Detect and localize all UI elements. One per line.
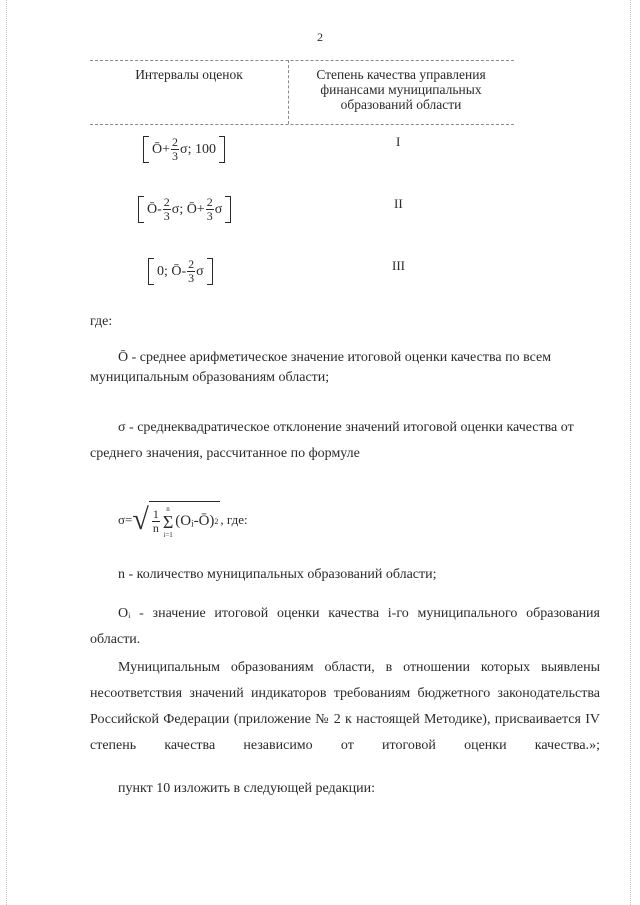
formula-term: 0; Ō-: [157, 263, 187, 279]
fraction-denominator: 3: [163, 209, 170, 223]
fraction: [206, 196, 214, 223]
square-root: [132, 501, 220, 539]
fraction: [187, 258, 195, 285]
definition-sigma: σ - среднеквадратическое отклонение значений итоговой оценки качества от среднего значения, рассчитанное по формуле: [90, 420, 574, 461]
fraction-numerator: 2: [206, 195, 213, 209]
sum-upper-limit: n: [166, 504, 170, 513]
formula-term: σ; 100: [180, 141, 216, 157]
bracket-right: [225, 196, 231, 223]
fraction-denominator: 3: [188, 271, 195, 285]
sigma-formula: [118, 501, 248, 539]
where-label: где:: [90, 314, 113, 329]
fraction-numerator: 2: [172, 135, 179, 149]
fraction: [171, 136, 179, 163]
bracket-right: [207, 258, 213, 285]
formula-term: σ: [196, 263, 204, 279]
fraction-denominator: n: [152, 521, 159, 535]
formula-term: σ; Ō+: [171, 201, 205, 217]
quality-grade-3: III: [392, 258, 405, 273]
bracket-right: [219, 136, 225, 163]
bracket-left: [148, 258, 154, 285]
page-number: 2: [317, 30, 323, 44]
fraction-numerator: 2: [163, 195, 170, 209]
scan-edge-left: [6, 0, 7, 905]
table-top-rule: [90, 60, 514, 61]
table-header-rule: [90, 124, 514, 125]
fraction-numerator: 2: [188, 257, 195, 271]
bracket-left: [143, 136, 149, 163]
sum-term: (Oᵢ-Ō): [175, 513, 215, 529]
definition-n: n - количество муниципальных образований области;: [118, 567, 437, 582]
formula-lhs: σ=: [118, 512, 133, 527]
quality-grade-1: I: [396, 134, 401, 149]
definition-mean: Ō - среднее арифметическое значение итоговой оценки качества по всем муниципальным образованиям области;: [90, 350, 552, 385]
fraction: [152, 508, 160, 535]
paragraph-point-10: пункт 10 изложить в следующей редакции:: [118, 781, 375, 796]
exponent: 2: [214, 517, 219, 526]
fraction: [163, 196, 171, 223]
interval-formula-1: [143, 136, 225, 163]
paragraph-degree-iv: Муниципальным образованиям области, в отношении которых выявлены несоответствия значений индикаторов требованиям бюджетного законодательства Российской Федерации (приложение № 2 к настоящей Методике), присваивается IV степень качества независимо от итоговой оценки качества.»;: [90, 660, 600, 753]
table-column-divider: [288, 60, 289, 124]
fraction-numerator: 1: [152, 507, 159, 521]
fraction-denominator: 3: [172, 149, 179, 163]
table-header-intervals: Интервалы оценок: [135, 67, 243, 82]
summation: [163, 505, 173, 539]
formula-term: Ō+: [152, 141, 171, 157]
radicand: [149, 501, 221, 539]
definition-oi: Oᵢ - значение итоговой оценки качества i-го муниципального образования области.: [90, 606, 600, 647]
formula-suffix: , где:: [220, 512, 248, 527]
quality-grade-2: II: [394, 196, 403, 211]
scan-edge-right: [630, 0, 631, 905]
formula-term: σ: [214, 201, 223, 217]
sum-sign-icon: Σ: [162, 511, 174, 532]
radical-sign-icon: √: [132, 503, 149, 536]
formula-term: Ō-: [147, 201, 162, 217]
table-header-quality-degree: Степень качества управления финансами муниципальных образований области: [316, 67, 486, 112]
interval-formula-2: [138, 196, 231, 223]
interval-formula-3: [148, 258, 213, 285]
sum-lower-limit: i=1: [163, 530, 173, 539]
bracket-left: [138, 196, 144, 223]
fraction-denominator: 3: [206, 209, 213, 223]
